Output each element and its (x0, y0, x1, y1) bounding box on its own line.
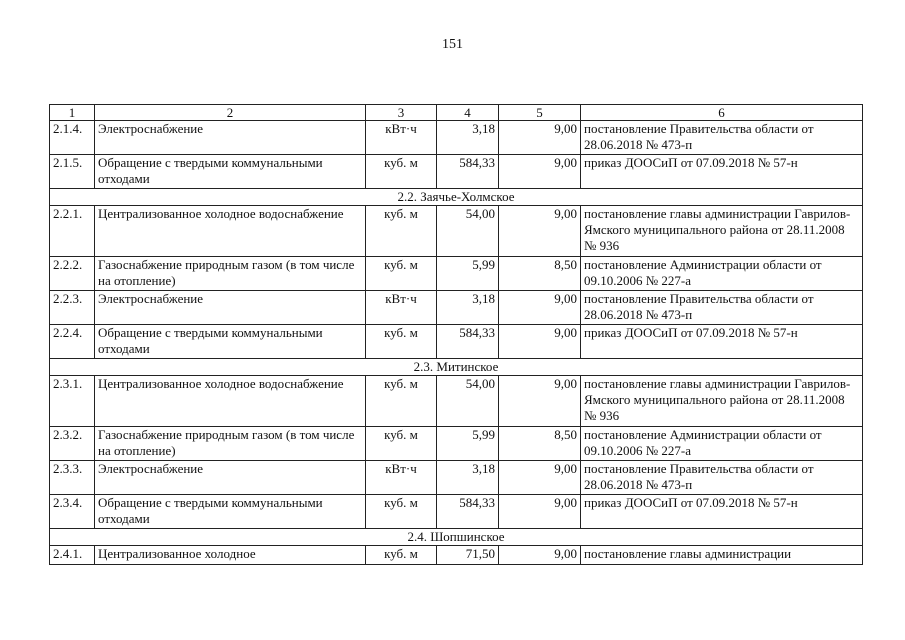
row-number: 2.2.3. (50, 291, 95, 325)
value-cell: 584,33 (437, 325, 499, 359)
table-row (50, 376, 863, 427)
service-name: Обращение с твердыми коммунальными отходами (95, 325, 366, 359)
service-name: Электроснабжение (95, 291, 366, 325)
table-row (50, 325, 863, 359)
page-number: 151 (442, 37, 463, 52)
document-cell: постановление Администрации области от 09.10.2006 № 227-а (581, 427, 863, 461)
section-row (50, 189, 863, 206)
percent-cell: 9,00 (499, 461, 581, 495)
document-cell: постановление Правительства области от 28.06.2018 № 473-п (581, 121, 863, 155)
percent-cell: 8,50 (499, 427, 581, 461)
unit-cell: кВт·ч (366, 291, 437, 325)
row-number: 2.2.2. (50, 257, 95, 291)
table-row (50, 546, 863, 565)
header-cell: 6 (581, 105, 863, 121)
percent-cell: 9,00 (499, 325, 581, 359)
section-title: 2.2. Заячье-Холмское (50, 189, 863, 206)
header-cell: 3 (366, 105, 437, 121)
service-name: Электроснабжение (95, 121, 366, 155)
percent-cell: 9,00 (499, 546, 581, 565)
value-cell: 3,18 (437, 121, 499, 155)
table-header-row (50, 105, 863, 121)
percent-cell: 9,00 (499, 495, 581, 529)
row-number: 2.3.2. (50, 427, 95, 461)
service-name: Газоснабжение природным газом (в том числе на отопление) (95, 427, 366, 461)
unit-cell: кВт·ч (366, 121, 437, 155)
value-cell: 54,00 (437, 206, 499, 257)
table-row (50, 206, 863, 257)
unit-cell: куб. м (366, 206, 437, 257)
percent-cell: 8,50 (499, 257, 581, 291)
table-row (50, 427, 863, 461)
row-number: 2.4.1. (50, 546, 95, 565)
unit-cell: куб. м (366, 155, 437, 189)
document-cell: приказ ДООСиП от 07.09.2018 № 57-н (581, 325, 863, 359)
document-cell: постановление главы администрации Гаврилов-Ямского муниципального района от 28.11.2008 № 936 (581, 376, 863, 427)
row-number: 2.2.4. (50, 325, 95, 359)
unit-cell: кВт·ч (366, 461, 437, 495)
service-name: Централизованное холодное водоснабжение (95, 376, 366, 427)
unit-cell: куб. м (366, 546, 437, 565)
section-title: 2.3. Митинское (50, 359, 863, 376)
value-cell: 54,00 (437, 376, 499, 427)
section-row (50, 529, 863, 546)
unit-cell: куб. м (366, 257, 437, 291)
percent-cell: 9,00 (499, 376, 581, 427)
service-name: Централизованное холодное водоснабжение (95, 206, 366, 257)
table-row (50, 495, 863, 529)
document-cell: приказ ДООСиП от 07.09.2018 № 57-н (581, 495, 863, 529)
service-name: Централизованное холодное (95, 546, 366, 565)
table-row (50, 257, 863, 291)
value-cell: 584,33 (437, 155, 499, 189)
service-name: Обращение с твердыми коммунальными отходами (95, 155, 366, 189)
section-title: 2.4. Шопшинское (50, 529, 863, 546)
table-row (50, 121, 863, 155)
header-cell: 2 (95, 105, 366, 121)
unit-cell: куб. м (366, 427, 437, 461)
table-row (50, 461, 863, 495)
table-row (50, 155, 863, 189)
row-number: 2.3.1. (50, 376, 95, 427)
table-row (50, 291, 863, 325)
percent-cell: 9,00 (499, 121, 581, 155)
value-cell: 71,50 (437, 546, 499, 565)
value-cell: 5,99 (437, 257, 499, 291)
tariff-table (49, 104, 863, 565)
document-cell: постановление Правительства области от 28.06.2018 № 473-п (581, 291, 863, 325)
header-cell: 5 (499, 105, 581, 121)
value-cell: 3,18 (437, 461, 499, 495)
row-number: 2.3.4. (50, 495, 95, 529)
value-cell: 5,99 (437, 427, 499, 461)
document-cell: приказ ДООСиП от 07.09.2018 № 57-н (581, 155, 863, 189)
unit-cell: куб. м (366, 325, 437, 359)
percent-cell: 9,00 (499, 291, 581, 325)
percent-cell: 9,00 (499, 155, 581, 189)
header-cell: 1 (50, 105, 95, 121)
service-name: Газоснабжение природным газом (в том числе на отопление) (95, 257, 366, 291)
row-number: 2.3.3. (50, 461, 95, 495)
document-cell: постановление Правительства области от 28.06.2018 № 473-п (581, 461, 863, 495)
row-number: 2.1.5. (50, 155, 95, 189)
section-row (50, 359, 863, 376)
header-cell: 4 (437, 105, 499, 121)
value-cell: 584,33 (437, 495, 499, 529)
document-cell: постановление Администрации области от 09.10.2006 № 227-а (581, 257, 863, 291)
unit-cell: куб. м (366, 376, 437, 427)
percent-cell: 9,00 (499, 206, 581, 257)
service-name: Электроснабжение (95, 461, 366, 495)
row-number: 2.2.1. (50, 206, 95, 257)
service-name: Обращение с твердыми коммунальными отходами (95, 495, 366, 529)
row-number: 2.1.4. (50, 121, 95, 155)
document-cell: постановление главы администрации (581, 546, 863, 565)
value-cell: 3,18 (437, 291, 499, 325)
unit-cell: куб. м (366, 495, 437, 529)
document-cell: постановление главы администрации Гаврилов-Ямского муниципального района от 28.11.2008 № 936 (581, 206, 863, 257)
